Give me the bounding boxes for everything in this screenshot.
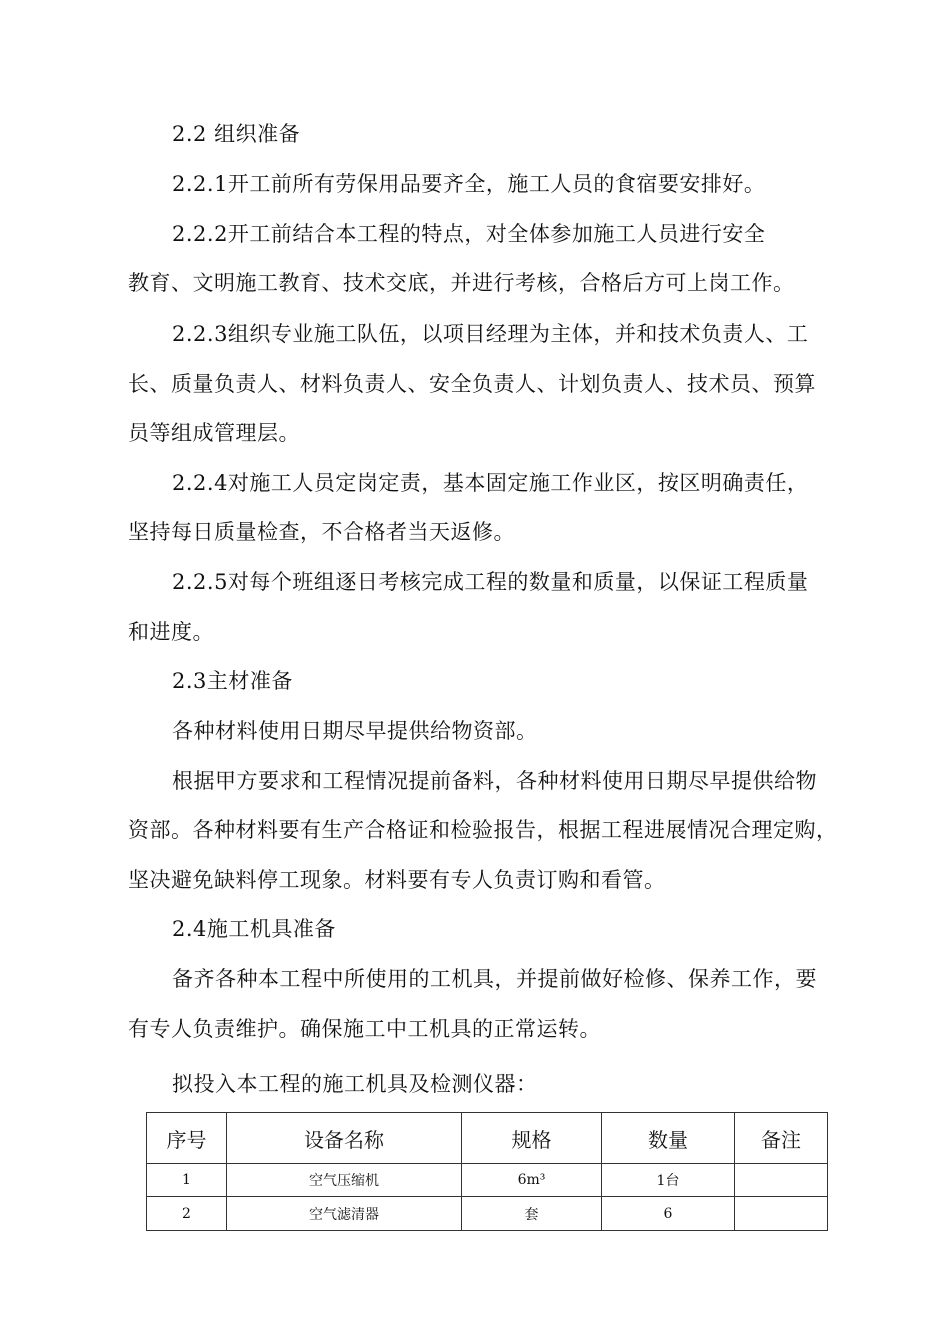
paragraph-2-2-4-line-1: 2.2.4对施工人员定岗定责，基本固定施工作业区，按区明确责任， — [172, 471, 809, 495]
section-heading-2-3: 2.3主材准备 — [172, 669, 293, 693]
header-cell-equipment-name: 设备名称 — [227, 1113, 462, 1164]
paragraph-2-4-1-line-2: 有专人负责维护。确保施工中工机具的正常运转。 — [128, 1017, 601, 1041]
paragraph-2-3-2-line-3: 坚决避免缺料停工现象。材料要有专人负责订购和看管。 — [128, 868, 666, 892]
table-cell: 空气压缩机 — [227, 1164, 462, 1197]
section-heading-2-4: 2.4施工机具准备 — [172, 917, 336, 941]
paragraph-2-2-3-line-1: 2.2.3组织专业施工队伍，以项目经理为主体，并和技术负责人、工 — [172, 322, 809, 346]
paragraph-2-2-1: 2.2.1开工前所有劳保用品要齐全，施工人员的食宿要安排好。 — [172, 172, 766, 196]
header-cell-index: 序号 — [147, 1113, 227, 1164]
header-cell-spec: 规格 — [462, 1113, 602, 1164]
table-cell: 1 — [147, 1164, 227, 1197]
paragraph-2-2-2-line-2: 教育、文明施工教育、技术交底，并进行考核，合格后方可上岗工作。 — [128, 271, 795, 295]
paragraph-2-3-2-line-2: 资部。各种材料要有生产合格证和检验报告，根据工程进展情况合理定购， — [128, 818, 838, 842]
table-caption: 拟投入本工程的施工机具及检测仪器： — [172, 1072, 538, 1096]
section-heading-2-2: 2.2 组织准备 — [172, 122, 301, 146]
paragraph-2-3-2-line-1: 根据甲方要求和工程情况提前备料，各种材料使用日期尽早提供给物 — [172, 769, 817, 793]
table-row — [147, 1197, 828, 1231]
header-cell-quantity: 数量 — [602, 1113, 735, 1164]
table-cell: 空气滤清器 — [227, 1197, 462, 1231]
table-cell: 1台 — [602, 1164, 735, 1197]
table-cell: 套 — [462, 1197, 602, 1231]
table-cell — [735, 1164, 828, 1197]
paragraph-2-2-5-line-2: 和进度。 — [128, 620, 214, 644]
table-cell: 6 — [602, 1197, 735, 1231]
header-cell-remarks: 备注 — [735, 1113, 828, 1164]
paragraph-2-2-2-line-1: 2.2.2开工前结合本工程的特点，对全体参加施工人员进行安全 — [172, 222, 766, 246]
paragraph-2-2-3-line-3: 员等组成管理层。 — [128, 421, 300, 445]
paragraph-2-4-1-line-1: 备齐各种本工程中所使用的工机具，并提前做好检修、保养工作，要 — [172, 967, 817, 991]
table-header-row — [147, 1113, 828, 1164]
paragraph-2-3-1: 各种材料使用日期尽早提供给物资部。 — [172, 719, 538, 743]
paragraph-2-2-4-line-2: 坚持每日质量检查，不合格者当天返修。 — [128, 520, 515, 544]
table-cell — [735, 1197, 828, 1231]
table-cell: 6m³ — [462, 1164, 602, 1197]
table-cell: 2 — [147, 1197, 227, 1231]
table-row — [147, 1164, 828, 1197]
equipment-table — [146, 1112, 828, 1231]
paragraph-2-2-3-line-2: 长、质量负责人、材料负责人、安全负责人、计划负责人、技术员、预算 — [128, 372, 816, 396]
paragraph-2-2-5-line-1: 2.2.5对每个班组逐日考核完成工程的数量和质量，以保证工程质量 — [172, 570, 809, 594]
